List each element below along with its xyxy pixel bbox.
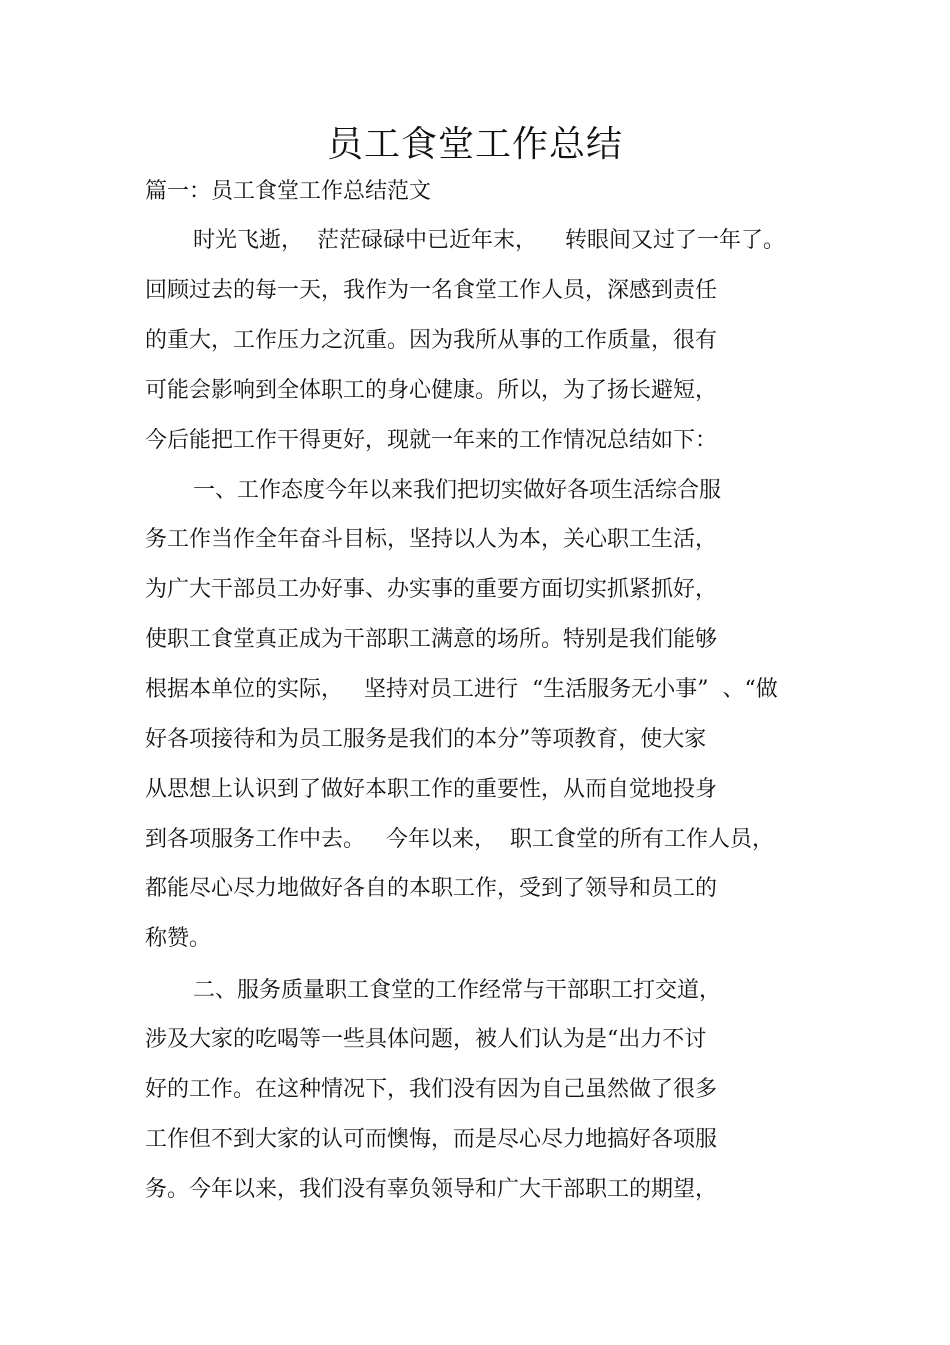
body-line: 好的工作。在这种情况下，我们没有因为自己虽然做了很多 [145,1077,718,1102]
body-line: 称赞。 [145,926,212,951]
body-line: 一、工作态度今年以来我们把切实做好各项生活综合服 [193,478,722,503]
body-line: 好各项接待和为员工服务是我们的本分”等项教育，使大家 [145,727,707,752]
body-line: 使职工食堂真正成为干部职工满意的场所。特别是我们能够 [145,627,718,652]
body-line: 二、服务质量职工食堂的工作经常与干部职工打交道， [193,978,722,1003]
body-line: 根据本单位的实际， 坚持对员工进行 “生活服务无小事” 、“做 [145,677,778,702]
body-line: 可能会影响到全体职工的身心健康。所以，为了扬长避短， [145,378,718,403]
body-line: 为广大干部员工办好事、办实事的重要方面切实抓紧抓好， [145,577,718,602]
body-line: 都能尽心尽力地做好各自的本职工作，受到了领导和员工的 [145,876,718,901]
body-line: 回顾过去的每一天，我作为一名食堂工作人员，深感到责任 [145,278,718,303]
body-line: 务工作当作全年奋斗目标，坚持以人为本，关心职工生活， [145,527,718,552]
document-subtitle: 篇一：员工食堂工作总结范文 [145,179,432,204]
body-line: 时光飞逝， 茫茫碌碌中已近年末， 转眼间又过了一年了。 [193,228,785,253]
document-title: 员工食堂工作总结 [326,124,623,165]
body-line: 工作但不到大家的认可而懊悔，而是尽心尽力地搞好各项服 [145,1127,718,1152]
body-line: 今后能把工作干得更好，现就一年来的工作情况总结如下： [145,428,718,453]
body-line: 的重大，工作压力之沉重。因为我所从事的工作质量，很有 [145,328,718,353]
body-line: 到各项服务工作中去。 今年以来， 职工食堂的所有工作人员， [145,827,774,852]
body-line: 从思想上认识到了做好本职工作的重要性，从而自觉地投身 [145,777,718,802]
body-line: 务。今年以来，我们没有辜负领导和广大干部职工的期望， [145,1177,718,1202]
body-line: 涉及大家的吃喝等一些具体问题，被人们认为是“出力不讨 [145,1027,707,1052]
